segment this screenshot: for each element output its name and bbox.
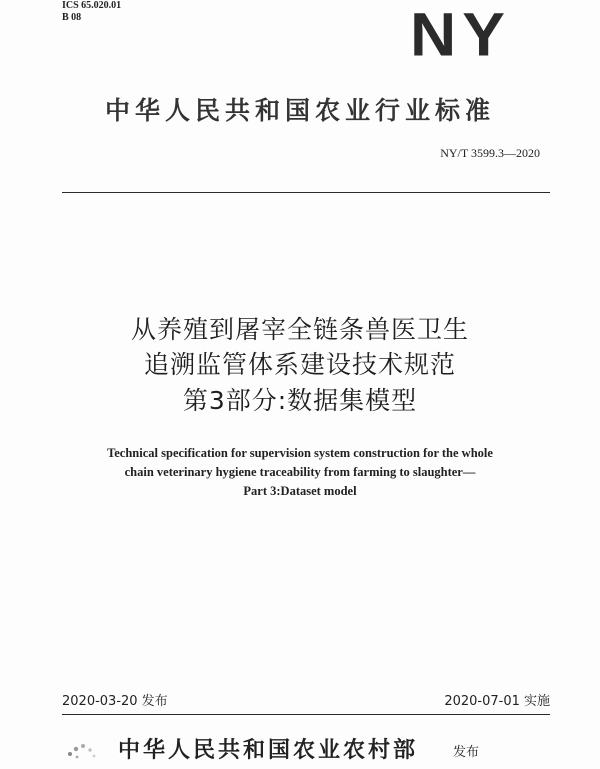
top-divider [62,192,550,193]
standard-category-title: 中华人民共和国农业行业标准 [104,96,495,125]
document-title-zh-line-2: 追溯监管体系建设技术规范 [143,350,456,379]
ministry-emblem-icon [64,738,100,764]
document-title-en-line-1: Technical specification for supervision system construction for the whole [107,446,493,460]
bottom-divider [62,714,550,715]
classification-code: B 08 [62,12,82,23]
document-title-en-line-2: chain veterinary hygiene traceability from farming to slaughter— [124,465,476,479]
issuing-authority: 中华人民共和国农业农村部 [118,738,419,763]
document-title-en-line-3: Part 3:Dataset model [243,484,357,498]
effective-date: 2020-07-01 实施 [444,694,550,709]
standard-number: NY/T 3599.3—2020 [440,146,540,160]
document-title-zh-line-1: 从养殖到屠宰全链条兽医卫生 [130,315,469,344]
issue-date: 2020-03-20 发布 [62,694,168,709]
issue-label: 发布 [453,745,480,760]
ny-logo: NY [410,0,511,69]
document-title-zh-line-3: 第3部分:数据集模型 [182,386,418,415]
ics-code: ICS 65.020.01 [62,0,122,11]
